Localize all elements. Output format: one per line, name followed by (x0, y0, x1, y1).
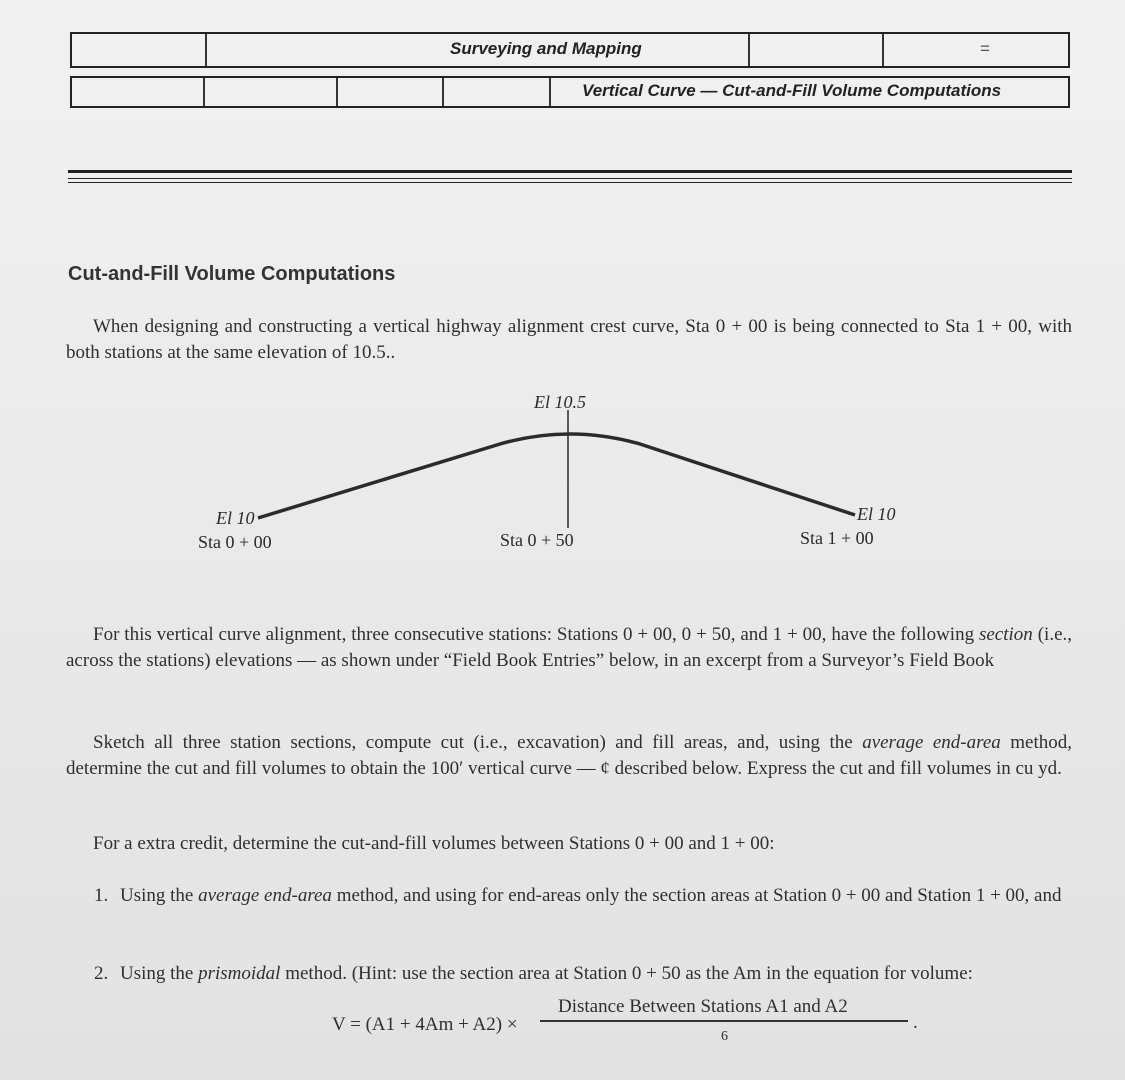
list-item-text: Using the (120, 963, 199, 984)
task-text: Sketch all three station sections, compute cut (i.e., excavation) and fill areas, and, using the (93, 732, 863, 753)
intro-text: When designing and constructing a vertical highway alignment crest curve, Sta 0 + 00 is being connected to Sta 1 + 00, with both stations at the same elevation of 10.5.. (66, 316, 1072, 363)
extra-credit-text: For a extra credit, determine the cut-and-fill volumes between Stations 0 + 00 and 1 + 00: (93, 833, 775, 854)
list-item-emphasis: prismoidal (198, 963, 281, 984)
field-book-emphasis: section (978, 624, 1033, 645)
label-left-elevation: El 10 (216, 508, 255, 528)
header-bar-chapter (70, 76, 1070, 108)
header-cell-divider (336, 78, 338, 106)
book-title: Surveying and Mapping (450, 39, 642, 58)
label-mid-station: Sta 0 + 50 (500, 530, 574, 550)
header-rule-thin (68, 182, 1072, 183)
crest-curve-line (258, 434, 855, 518)
field-book-text-cont: (i.e., across the stations) elevations — as shown under “Field Book Entries” below, in an excerpt from a Surveyor’s Field Book (66, 624, 1072, 671)
task-text-cont: method, determine the cut and fill volumes to obtain the 100′ vertical curve — ¢ described below. Express the cut and fill volumes in cu yd. (66, 732, 1072, 779)
intro-paragraph (66, 314, 1072, 366)
header-cell-divider (882, 34, 884, 66)
header-rule-thick (68, 170, 1072, 173)
formula-lhs: V = (A1 + 4Am + A2) × (332, 1014, 518, 1035)
field-book-text: For this vertical curve alignment, three consecutive stations: Stations 0 + 00, 0 + 50, and 1 + 00, have the following (93, 624, 979, 645)
field-book-paragraph (66, 622, 1072, 674)
header-cell-divider (442, 78, 444, 106)
formula-numerator: Distance Between Stations A1 and A2 (558, 996, 848, 1017)
chapter-title: Vertical Curve — Cut-and-Fill Volume Computations (582, 81, 1002, 100)
header-mark: = (980, 39, 990, 58)
list-item (94, 960, 1072, 987)
label-el-10-5: El 10.5 (534, 392, 586, 412)
list-item (94, 882, 1072, 909)
header-bar-top (70, 32, 1070, 68)
task-emphasis: average end-area (862, 732, 1001, 753)
header-cell-divider (748, 34, 750, 66)
header-rule-thin (68, 178, 1072, 179)
list-item-text: Using the (120, 885, 199, 906)
list-item-text-cont: method, and using for end-areas only the section areas at Station 0 + 00 and Station 1 + 00, and (331, 885, 1062, 906)
label-right-elevation: El 10 (857, 504, 896, 524)
section-title: Cut-and-Fill Volume Computations (68, 263, 396, 285)
header-cell-divider (203, 78, 205, 106)
list-item-emphasis: average end-area (198, 885, 332, 906)
label-right-station: Sta 1 + 00 (800, 528, 874, 548)
formula-trailing-period: . (913, 1012, 918, 1033)
task-paragraph (66, 730, 1072, 782)
label-left-station: Sta 0 + 00 (198, 532, 272, 552)
header-cell-divider (549, 78, 551, 106)
extra-credit-paragraph (66, 831, 1072, 857)
list-item-number: 1. (94, 885, 109, 906)
header-cell-divider (205, 34, 207, 66)
formula-denominator: 6 (721, 1029, 728, 1044)
list-item-text-cont: method. (Hint: use the section area at Station 0 + 50 as the Am in the equation for volume: (280, 963, 973, 984)
formula-fraction-bar (540, 1020, 908, 1022)
list-item-number: 2. (94, 963, 109, 984)
